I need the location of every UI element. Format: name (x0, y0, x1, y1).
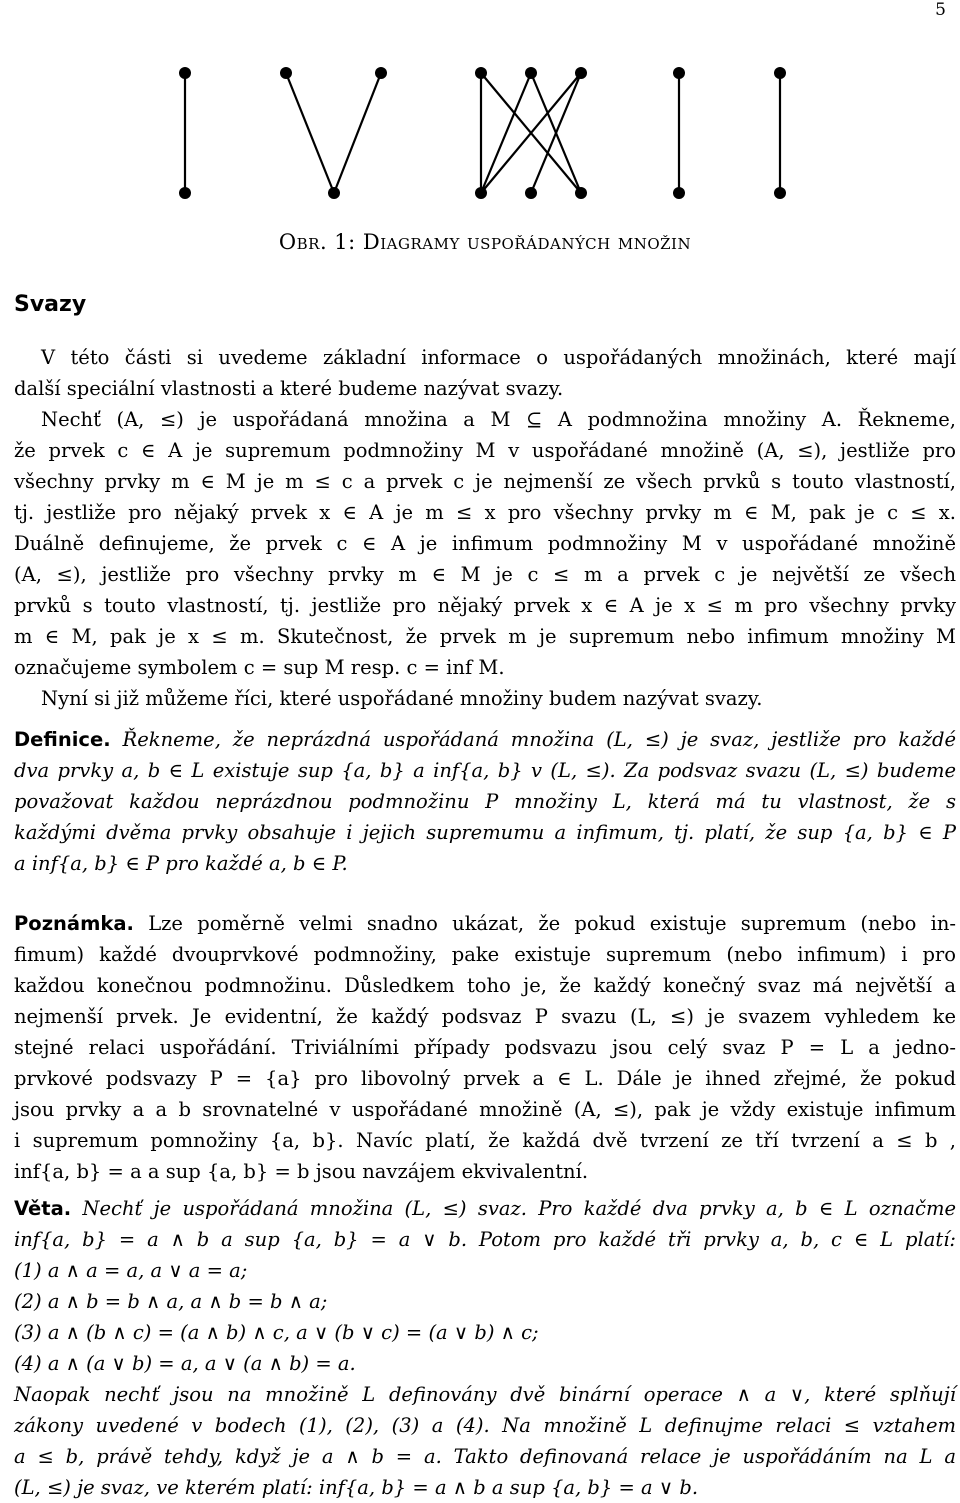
node (328, 187, 340, 199)
node (575, 187, 587, 199)
text-line: Naopak nechť jsou na množině L definovány dvě binární operace ∧ a ∨, které splňují (14, 1383, 956, 1406)
node (179, 187, 191, 199)
node (375, 67, 387, 79)
ordered-sets-diagram (14, 0, 956, 225)
text-line: Nechť je uspořádaná množina (L, ≤) svaz. Pro každé dva prvky a, b ∈ L označme (82, 1197, 956, 1220)
text-line: Lze poměrně velmi snadno ukázat, že pokud existuje supremum (nebo in- (148, 912, 956, 935)
law-item: (2) a ∧ b = b ∧ a, a ∧ b = b ∧ a; (14, 1290, 328, 1313)
text-line: Nyní si již můžeme říci, které uspořádané množiny budem nazývat svazy. (41, 687, 763, 710)
text-line: fimum) každé dvouprvkové podmnožiny, pake existuje supremum (nebo infimum) i pro (14, 943, 956, 966)
page-number: 5 (935, 0, 946, 20)
text-line: že prvek c ∈ A je supremum podmnožiny M v uspořádané množině (A, ≤), jestliže pro (14, 439, 956, 462)
text-line: Řekneme, že neprázdná uspořádaná množina (L, ≤) je svaz, jestliže pro každé (122, 728, 956, 751)
definition-label: Definice. (14, 728, 111, 751)
text-line: prvkové podsvazy P = {a} pro libovolný prvek a ∈ L. Dále je ihned zřejmé, že pokud (14, 1067, 956, 1090)
text-line: jsou prvky a a b srovnatelné v uspořádané množině (A, ≤), pak je vždy existuje infimum (14, 1098, 956, 1121)
page (14, 0, 956, 1501)
law-item: (1) a ∧ a = a, a ∨ a = a; (14, 1259, 248, 1282)
text-line: (A, ≤), jestliže pro všechny prvky m ∈ M je c ≤ m a prvek c je největší ze všech (14, 563, 956, 586)
text-line: stejné relaci uspořádání. Triviálními případy podsvazu jsou celý svaz P = L a jedno- (14, 1036, 956, 1059)
node (673, 187, 685, 199)
node (525, 67, 537, 79)
text-line: nejmenší prvek. Je evidentní, že každý podsvaz P svazu (L, ≤) je svazem vyhledem ke (14, 1005, 956, 1028)
node (280, 67, 292, 79)
text-line: inf{a, b} = a a sup {a, b} = b jsou navzájem ekvivalentní. (14, 1160, 589, 1183)
text-line: zákony uvedené v bodech (1), (2), (3) a (4). Na množině L definujme relaci ≤ vztahem (14, 1414, 956, 1437)
theorem-label: Věta. (14, 1197, 72, 1220)
law-item: (4) a ∧ (a ∨ b) = a, a ∨ (a ∧ b) = a. (14, 1352, 356, 1375)
text-line: každou konečnou podmnožinu. Důsledkem toho je, že každý konečný svaz má největší a (14, 974, 956, 997)
node (475, 187, 487, 199)
remark-block (14, 908, 956, 1187)
text-line: m ∈ M, pak je x ≤ m. Skutečnost, že prvek m je supremum nebo infimum množiny M (14, 625, 956, 648)
node (673, 67, 685, 79)
text-line: další speciální vlastnosti a které budeme nazývat svazy. (14, 377, 564, 400)
node (179, 67, 191, 79)
text-line: inf{a, b} = a ∧ b a sup {a, b} = a ∨ b. Potom pro každé tři prvky a, b, c ∈ L platí: (14, 1228, 956, 1251)
node (774, 187, 786, 199)
text-line: i supremum pomnožiny {a, b}. Navíc platí, že každá dvě tvrzení ze tří tvrzení a ≤ b , (14, 1129, 956, 1152)
law-item: (3) a ∧ (b ∧ c) = (a ∧ b) ∧ c, a ∨ (b ∨ c) = (a ∨ b) ∧ c; (14, 1321, 539, 1344)
text-line: považovat každou neprázdnou podmnožinu P množiny L, která má tu vlastnost, že s (14, 790, 956, 813)
text-line: V této části si uvedeme základní informace o uspořádaných množinách, které mají (41, 346, 956, 369)
edge (286, 73, 334, 193)
node (575, 67, 587, 79)
figure-caption: Obr. 1: Diagramy uspořádaných množin (278, 230, 692, 254)
edge (481, 73, 531, 193)
text-line: (L, ≤) je svaz, ve kterém platí: inf{a, b} = a ∧ b a sup {a, b} = a ∨ b. (14, 1476, 699, 1499)
text-line: každými dvěma prvky obsahuje i jejich supremumu a infimum, tj. platí, že sup {a, b} ∈ P (14, 821, 956, 844)
theorem-block (14, 1193, 956, 1503)
node (774, 67, 786, 79)
text-line: dva prvky a, b ∈ L existuje sup {a, b} a inf{a, b} v (L, ≤). Za podsvaz svazu (L, ≤) budeme (14, 759, 956, 782)
intro-text (14, 342, 956, 714)
text-line: Duálně definujeme, že prvek c ∈ A je infimum podmnožiny M v uspořádané množině (14, 532, 956, 555)
text-line: všechny prvky m ∈ M je m ≤ c a prvek c je nejmenší ze všech prvků s touto vlastností, (14, 470, 956, 493)
text-line: tj. jestliže pro nějaký prvek x ∈ A je m ≤ x pro všechny prvky m ∈ M, pak je c ≤ x. (14, 501, 956, 524)
section-title: Svazy (14, 292, 87, 317)
text-line: prvků s touto vlastností, tj. jestliže pro nějaký prvek x ∈ A je x ≤ m pro všechny prvky (14, 594, 956, 617)
remark-label: Poznámka. (14, 912, 134, 935)
text-line: Nechť (A, ≤) je uspořádaná množina a M ⊆ A podmnožina množiny A. Řekneme, (41, 408, 956, 431)
node (525, 187, 537, 199)
edge (334, 73, 381, 193)
text-line: a ≤ b, právě tehdy, když je a ∧ b = a. Takto definovaná relace je uspořádáním na L a (14, 1445, 956, 1468)
node (475, 67, 487, 79)
text-line: označujeme symbolem c = sup M resp. c = inf M. (14, 656, 505, 679)
definition-block (14, 724, 956, 879)
text-line: a inf{a, b} ∈ P pro každé a, b ∈ P. (14, 852, 348, 875)
